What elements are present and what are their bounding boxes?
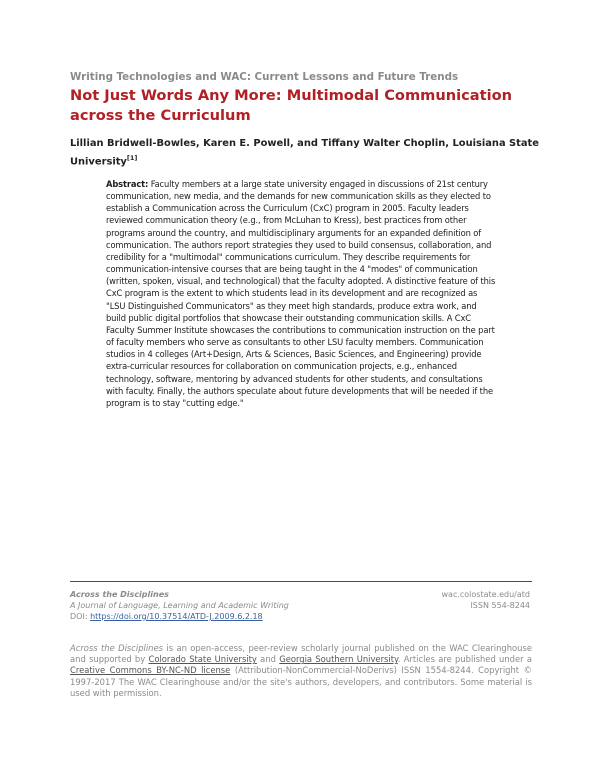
license-journal-name: Across the Disciplines	[70, 643, 163, 653]
series-title: Writing Technologies and WAC: Current Lessons and Future Trends	[70, 71, 459, 83]
license-text-1: is an open-access, peer-review scholarly journal published on the WAC Clearinghouse and supported by	[70, 643, 532, 665]
journal-info	[70, 589, 289, 622]
abstract-text: Faculty members at a large state university engaged in discussions of 21st century communication, new media, and the demands for new communication skills as they elected to establish a Communication across the Curriculum (CxC) program in 2005. Faculty leaders reviewed communication theory (e.g., from McLuhan to Kress), best practices from other programs around the country, and multidisciplinary arguments for an expanded definition of communication. The authors report strategies they used to build consensus, collaboration, and credibility for a "multimodal" communications curriculum. They describe requirements for communication-intensive courses that are being taught in the 4 "modes" of communication (written, spoken, visual, and technological) that the faculty adopted. A distinctive feature of this CxC program is the extent to which students lead in its development and are recognized as "LSU Distinguished Communicators" as they meet high standards, produce extra work, and build public digital portfolios that showcase their outstanding communication skills. A CxC Faculty Summer Institute showcases the contributions to communication instruction on the part of faculty members who serve as consultants to other LSU faculty members. Communication studios in 4 colleges (Art+Design, Arts & Sciences, Basic Sciences, and Engineering) provide extra-curricular resources for collaboration on communication projects, e.g., enhanced technology, software, mentoring by advanced students for other students, and consultations with faculty. Finally, the authors speculate about future developments that will be needed if the program is to stay "cutting edge."	[106, 179, 496, 409]
license-text-4: (Attribution-NonCommercial-NoDerivs) ISSN 1554-8244. Copyright © 1997-2017 The WAC Clearinghouse and/or the site's authors, developers, and contributors. Some material is used with permission.	[70, 665, 532, 698]
csu-link[interactable]: Colorado State University	[148, 654, 257, 665]
author-line	[70, 136, 540, 169]
journal-subtitle: A Journal of Language, Learning and Academic Writing	[70, 601, 289, 610]
license-text-3: . Articles are published under a	[397, 654, 532, 665]
doi-label: DOI:	[70, 612, 88, 621]
gsu-link[interactable]: Georgia Southern University	[279, 654, 398, 665]
authors-text: Lillian Bridwell-Bowles, Karen E. Powell, and Tiffany Walter Choplin, Louisiana State University	[70, 138, 539, 168]
abstract-label: Abstract:	[106, 179, 149, 190]
cc-license-link[interactable]: Creative Commons BY-NC-ND license	[70, 665, 231, 676]
article-title: Not Just Words Any More: Multimodal Communication across the Curriculum	[70, 87, 513, 124]
footnote-link[interactable]: [1]	[126, 154, 138, 162]
journal-issn: ISSN 554-8244	[470, 601, 530, 610]
license-text-2: and	[256, 654, 280, 665]
footer-divider	[70, 581, 532, 582]
doi-link[interactable]: https://doi.org/10.37514/ATD-J.2009.6.2.18	[90, 612, 263, 621]
journal-site: wac.colostate.edu/atd	[441, 590, 530, 599]
license-statement	[70, 643, 532, 699]
doi-line	[70, 611, 289, 622]
journal-meta	[400, 589, 530, 611]
journal-name: Across the Disciplines	[70, 590, 169, 599]
abstract	[106, 179, 498, 410]
